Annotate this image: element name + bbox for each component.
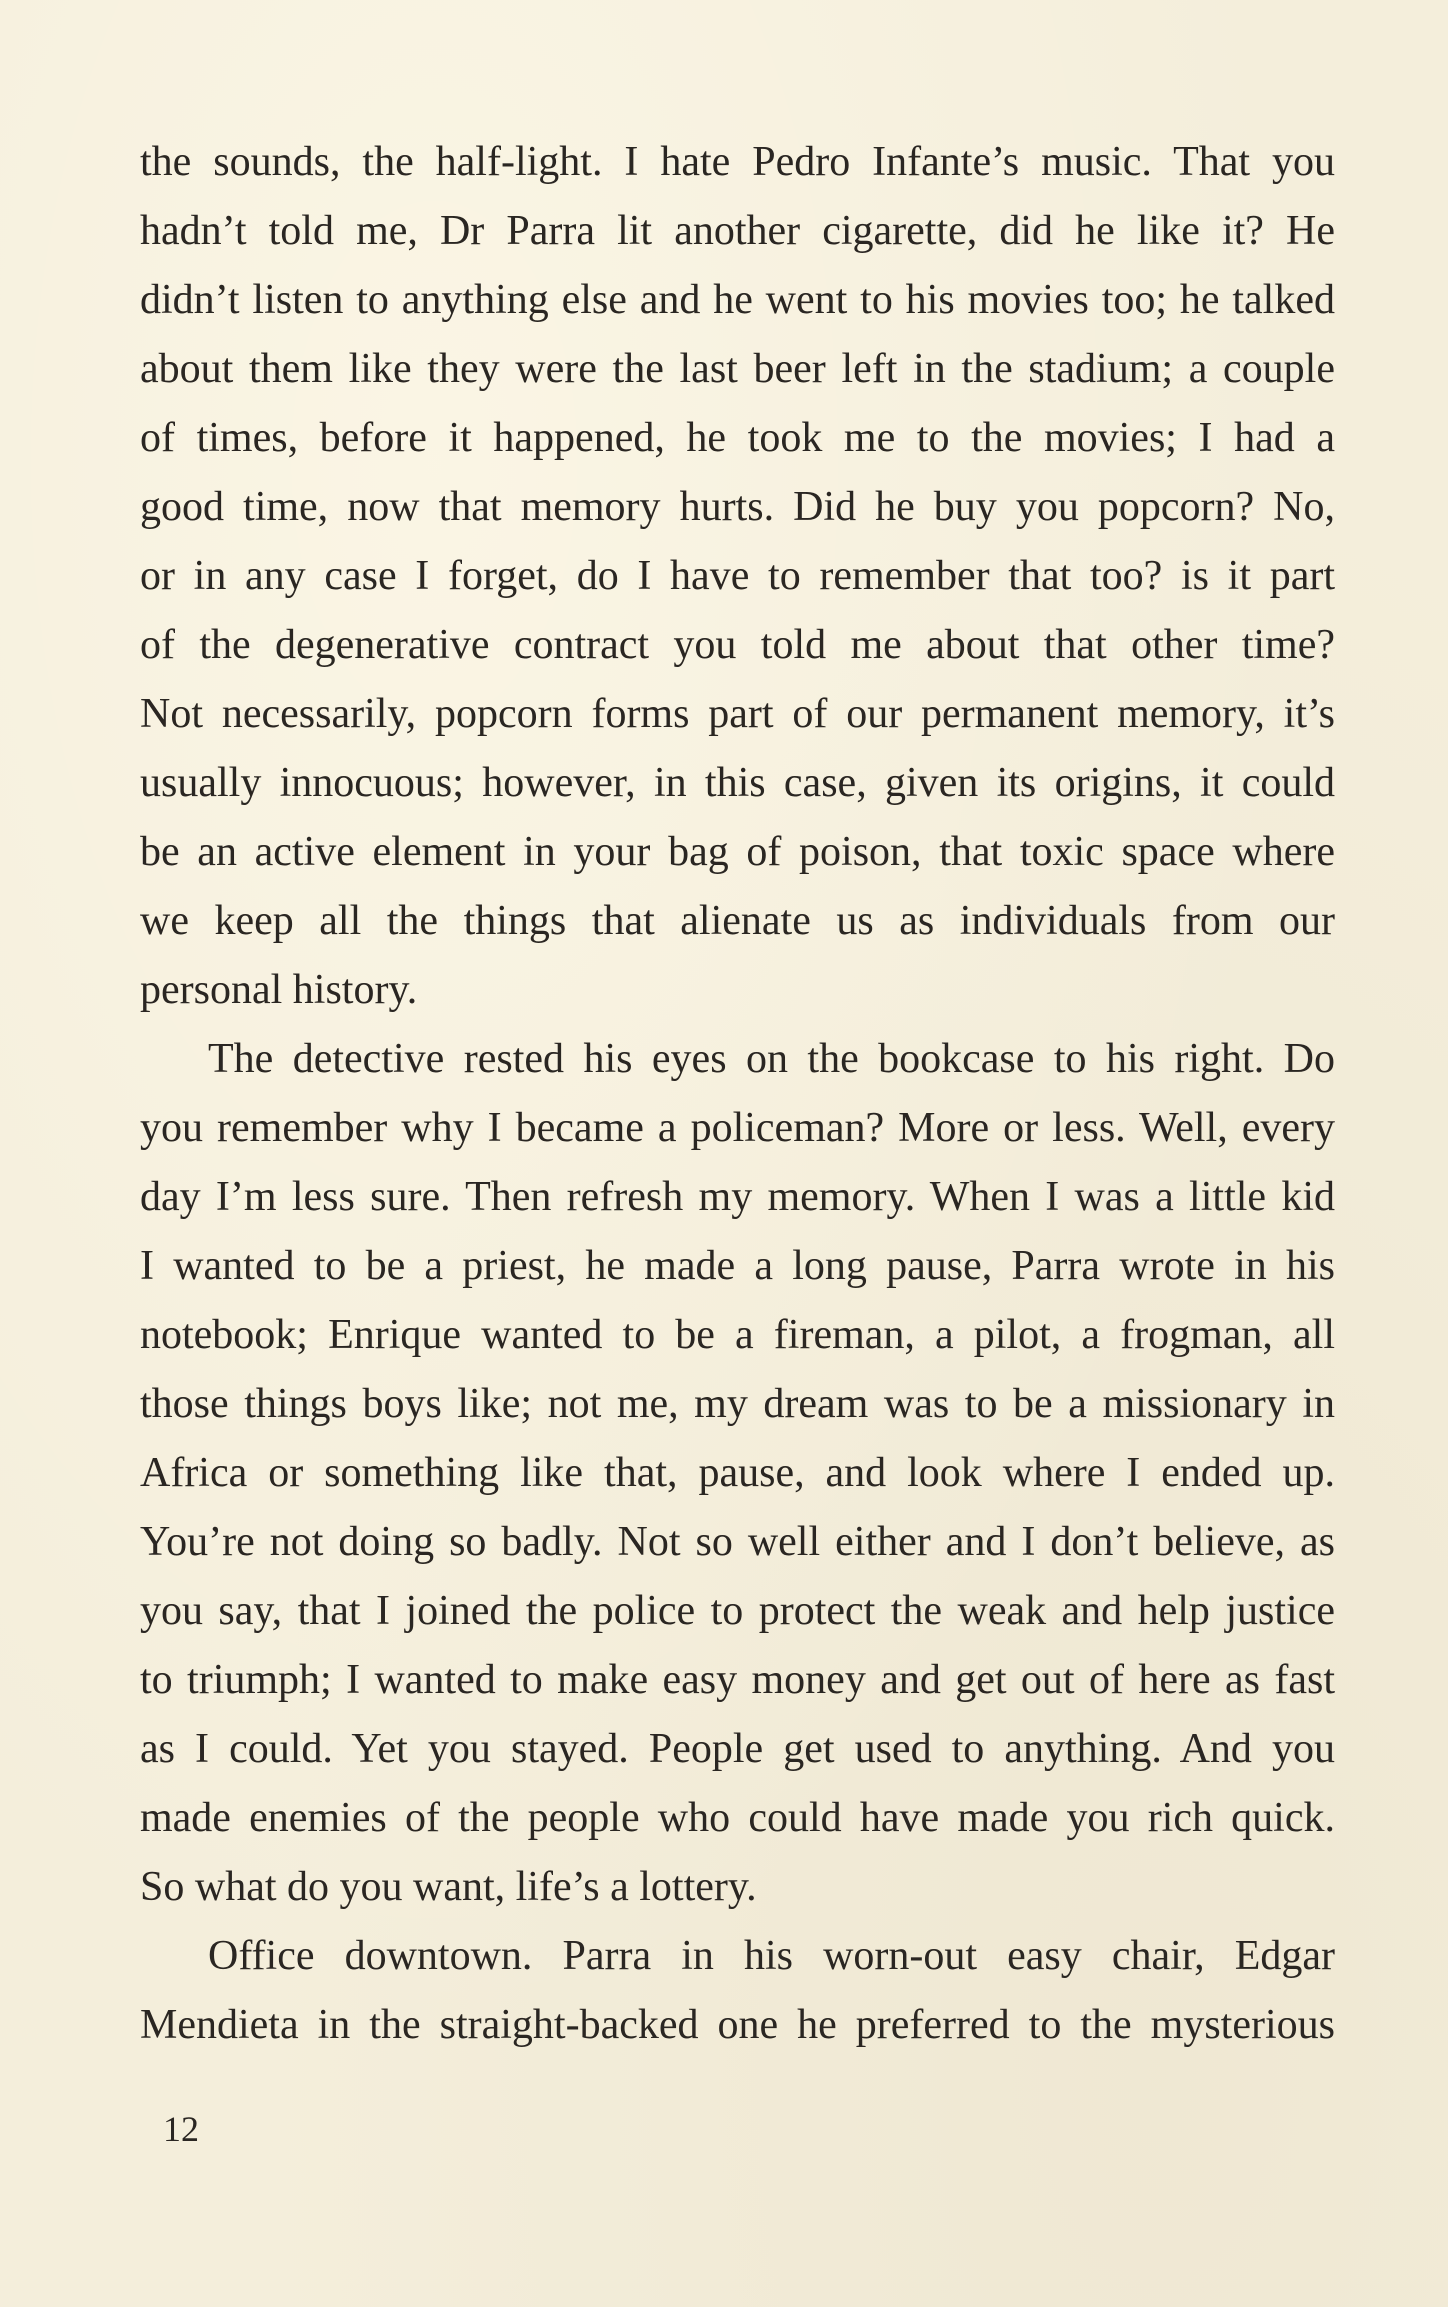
text-line: Office downtown. Parra in his worn-out easy chair, Edgar (208, 1933, 1335, 1979)
text-line: Not necessarily, popcorn forms part of our permanent memory, it’s (140, 691, 1335, 737)
text-line: notebook; Enrique wanted to be a fireman, a pilot, a frogman, all (140, 1312, 1335, 1358)
text-line: day I’m less sure. Then refresh my memory. When I was a little kid (140, 1174, 1335, 1220)
paragraph-2 (140, 1025, 1335, 1922)
text-line: those things boys like; not me, my dream was to be a missionary in (140, 1381, 1335, 1427)
text-line: you say, that I joined the police to protect the weak and help justice (140, 1588, 1335, 1634)
text-line: Africa or something like that, pause, and look where I ended up. (140, 1450, 1335, 1496)
text-line: as I could. Yet you stayed. People get used to anything. And you (140, 1726, 1335, 1772)
text-line: usually innocuous; however, in this case, given its origins, it could (140, 760, 1335, 806)
text-line: made enemies of the people who could have made you rich quick. (140, 1795, 1335, 1841)
text-line: good time, now that memory hurts. Did he buy you popcorn? No, (140, 484, 1335, 530)
text-line: personal history. (140, 967, 418, 1013)
page-number: 12 (163, 2109, 199, 2149)
text-line: didn’t listen to anything else and he went to his movies too; he talked (140, 277, 1335, 323)
text-line: The detective rested his eyes on the bookcase to his right. Do (208, 1036, 1335, 1082)
text-line: hadn’t told me, Dr Parra lit another cigarette, did he like it? He (140, 208, 1335, 254)
text-line: of the degenerative contract you told me about that other time? (140, 622, 1335, 668)
paragraph-3 (140, 1922, 1335, 2060)
text-line: we keep all the things that alienate us as individuals from our (140, 898, 1335, 944)
text-line: I wanted to be a priest, he made a long pause, Parra wrote in his (140, 1243, 1335, 1289)
text-line: of times, before it happened, he took me to the movies; I had a (140, 415, 1335, 461)
text-line: You’re not doing so badly. Not so well either and I don’t believe, as (140, 1519, 1335, 1565)
text-line: about them like they were the last beer left in the stadium; a couple (140, 346, 1335, 392)
text-line: Mendieta in the straight-backed one he preferred to the mysterious (140, 2002, 1335, 2048)
text-line: or in any case I forget, do I have to remember that too? is it part (140, 553, 1335, 599)
text-line: be an active element in your bag of poison, that toxic space where (140, 829, 1335, 875)
body-text (140, 128, 1335, 2060)
text-line: you remember why I became a policeman? More or less. Well, every (140, 1105, 1335, 1151)
text-line: the sounds, the half-light. I hate Pedro Infante’s music. That you (140, 139, 1335, 185)
paragraph-1 (140, 128, 1335, 1025)
text-line: So what do you want, life’s a lottery. (140, 1864, 757, 1910)
text-line: to triumph; I wanted to make easy money and get out of here as fast (140, 1657, 1335, 1703)
